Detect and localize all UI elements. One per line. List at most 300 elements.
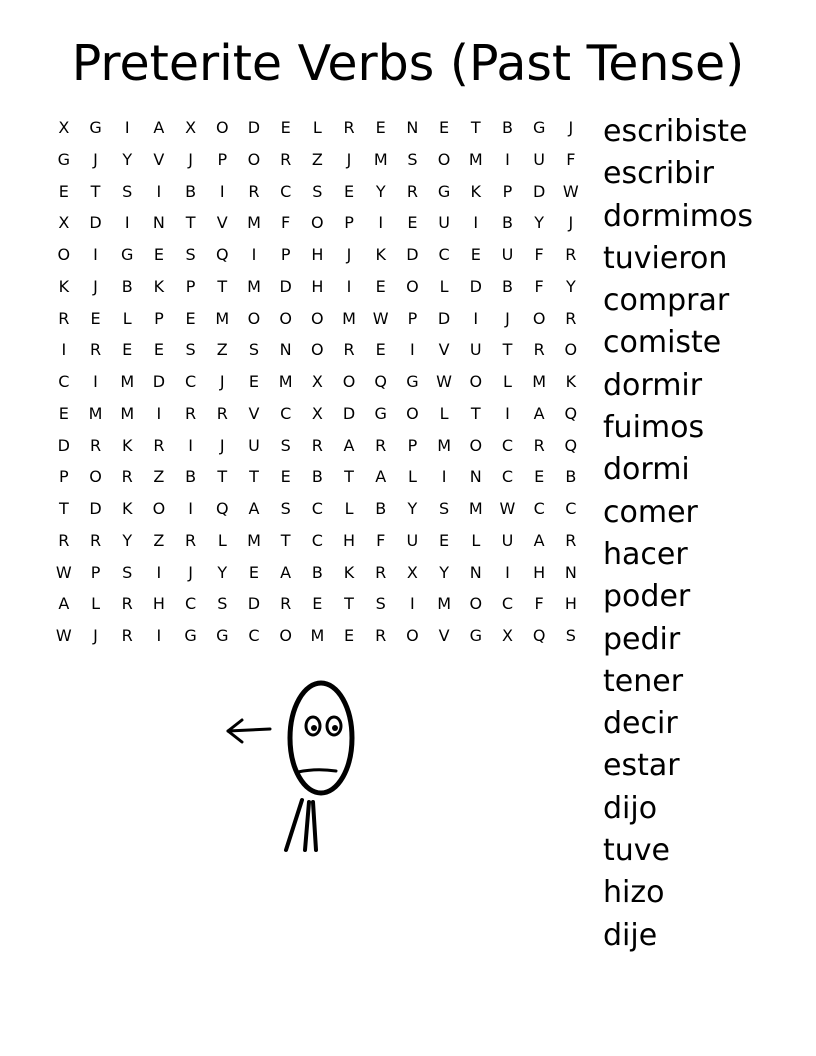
grid-row (48, 114, 588, 146)
grid-letter: F (534, 594, 544, 614)
word-list-item: pedir (603, 621, 681, 657)
grid-letter: M (278, 372, 293, 391)
grid-letter: E (375, 118, 386, 137)
grid-row (48, 527, 588, 559)
grid-letter: I (378, 213, 384, 233)
grid-letter: D (57, 435, 70, 455)
grid-letter: O (469, 594, 483, 614)
grid-letter: V (153, 149, 165, 169)
grid-letter: C (501, 435, 514, 455)
grid-letter: N (564, 562, 577, 582)
grid-letter: S (407, 149, 418, 169)
grid-letter: I (219, 181, 225, 201)
grid-letter: R (375, 562, 387, 582)
grid-letter: D (89, 213, 102, 233)
grid-letter: P (185, 276, 196, 296)
grid-letter: M (247, 213, 261, 233)
word-list-item: tuvieron (603, 240, 728, 276)
grid-letter: W (499, 499, 516, 518)
grid-letter: J (568, 213, 574, 233)
grid-letter: E (90, 308, 101, 328)
grid-letter: I (124, 213, 130, 233)
grid-letter: B (501, 118, 513, 137)
grid-letter: D (247, 118, 261, 137)
grid-letter: B (121, 276, 133, 296)
grid-letter: F (534, 245, 544, 264)
grid-letter: X (58, 213, 70, 233)
grid-letter: H (311, 245, 324, 264)
grid-row (48, 432, 588, 464)
grid-letter: O (89, 467, 102, 487)
grid-letter: I (251, 245, 257, 264)
grid-letter: R (153, 435, 165, 455)
grid-letter: R (343, 118, 355, 137)
grid-letter: E (58, 181, 69, 201)
grid-letter: I (156, 562, 162, 582)
grid-letter: T (249, 467, 259, 487)
grid-letter: Z (311, 149, 323, 169)
grid-letter: J (505, 308, 510, 328)
grid-letter: E (375, 276, 386, 296)
grid-letter: S (565, 626, 576, 645)
grid-letter: T (185, 213, 196, 233)
grid-letter: M (437, 594, 451, 614)
grid-letter: G (57, 149, 71, 169)
grid-row (48, 146, 588, 178)
grid-letter: G (216, 626, 229, 645)
grid-letter: R (565, 530, 577, 550)
grid-letter: F (281, 213, 291, 233)
grid-letter: W (372, 308, 389, 328)
grid-letter: V (438, 626, 450, 645)
grid-letter: C (311, 530, 323, 550)
grid-letter: Y (534, 213, 545, 233)
grid-letter: R (248, 181, 260, 201)
grid-letter: E (312, 594, 323, 614)
grid-letter: F (376, 530, 386, 550)
grid-letter: R (89, 340, 102, 360)
grid-letter: Q (564, 403, 578, 423)
grid-letter: O (311, 340, 324, 360)
grid-letter: Y (122, 149, 133, 169)
grid-letter: P (280, 245, 291, 264)
grid-letter: R (406, 181, 418, 201)
grid-letter: O (279, 626, 292, 645)
grid-letter: H (311, 276, 324, 296)
grid-letter: K (121, 499, 133, 518)
grid-letter: Y (439, 562, 449, 582)
grid-letter: K (58, 276, 70, 296)
grid-letter: E (343, 181, 355, 201)
grid-row (48, 368, 588, 400)
grid-letter: O (564, 340, 578, 360)
grid-letter: B (185, 181, 197, 201)
grid-letter: B (501, 213, 513, 233)
grid-letter: T (280, 530, 291, 550)
grid-letter: M (247, 276, 261, 296)
grid-letter: C (248, 626, 260, 645)
grid-letter: Q (564, 435, 578, 455)
grid-letter: R (280, 149, 292, 169)
grid-letter: M (120, 403, 135, 423)
grid-row (48, 209, 588, 241)
grid-letter: R (311, 435, 323, 455)
grid-letter: N (279, 340, 292, 360)
grid-row (48, 622, 588, 654)
grid-letter: I (505, 149, 510, 169)
grid-letter: Y (217, 562, 228, 582)
grid-letter: R (58, 308, 70, 328)
grid-letter: I (505, 403, 510, 423)
grid-letter: V (248, 403, 260, 423)
grid-letter: N (469, 467, 482, 487)
grid-letter: M (468, 499, 483, 518)
grid-letter: Y (375, 181, 386, 201)
grid-letter: K (153, 276, 165, 296)
grid-letter: I (441, 467, 447, 487)
grid-letter: O (406, 276, 419, 296)
grid-letter: R (375, 626, 387, 645)
grid-letter: O (247, 308, 261, 328)
grid-letter: R (121, 626, 133, 645)
grid-letter: A (375, 467, 387, 487)
grid-letter: C (533, 499, 545, 518)
grid-letter: J (93, 626, 98, 645)
grid-letter: J (93, 149, 98, 169)
grid-letter: T (217, 276, 228, 296)
word-list-item: estar (603, 748, 680, 784)
grid-letter: J (188, 149, 193, 169)
grid-letter: E (343, 626, 355, 645)
grid-letter: P (502, 181, 513, 201)
word-list-item: dormir (603, 367, 703, 403)
grid-letter: M (247, 530, 261, 550)
grid-letter: E (439, 118, 450, 137)
grid-letter: M (373, 149, 388, 169)
grid-letter: S (122, 562, 133, 582)
grid-letter: I (93, 372, 98, 391)
grid-letter: I (93, 245, 98, 264)
grid-letter: G (121, 245, 134, 264)
grid-letter: X (501, 626, 513, 645)
grid-letter: A (533, 530, 545, 550)
grid-letter: J (346, 149, 352, 169)
word-list-item: tuve (603, 833, 670, 869)
grid-letter: P (59, 467, 69, 487)
grid-letter: S (122, 181, 133, 201)
grid-letter: N (152, 213, 165, 233)
word-list-item: comiste (603, 325, 722, 361)
grid-letter: E (280, 467, 291, 487)
grid-row (48, 305, 588, 337)
word-list-item: poder (603, 579, 691, 615)
grid-letter: D (406, 245, 419, 264)
grid-letter: B (185, 467, 197, 487)
grid-letter: G (184, 626, 197, 645)
grid-letter: E (534, 467, 545, 487)
word-list-item: tener (603, 663, 684, 699)
grid-letter: R (185, 403, 197, 423)
grid-letter: M (437, 435, 451, 455)
grid-letter: A (153, 118, 165, 137)
grid-letter: O (406, 626, 419, 645)
grid-letter: H (343, 530, 356, 550)
word-list-item: escribir (603, 156, 714, 192)
grid-letter: R (565, 308, 577, 328)
grid-letter: S (185, 245, 196, 264)
grid-letter: L (312, 118, 322, 137)
grid-letter: I (188, 499, 193, 518)
grid-letter: Y (565, 276, 576, 296)
grid-row (48, 559, 588, 591)
grid-letter: K (470, 181, 482, 201)
grid-letter: C (501, 467, 514, 487)
grid-letter: G (469, 626, 482, 645)
grid-letter: I (156, 181, 162, 201)
grid-letter: L (91, 594, 100, 614)
grid-letter: J (568, 118, 574, 137)
grid-letter: T (344, 594, 354, 614)
grid-letter: O (532, 308, 546, 328)
grid-letter: B (311, 467, 323, 487)
grid-letter: O (469, 435, 483, 455)
grid-letter: E (122, 340, 133, 360)
grid-letter: F (534, 276, 544, 296)
grid-letter: T (344, 467, 354, 487)
grid-letter: T (90, 181, 101, 201)
grid-letter: D (152, 372, 166, 391)
grid-letter: X (311, 372, 323, 391)
grid-letter: J (219, 372, 225, 391)
grid-letter: D (247, 594, 261, 614)
grid-letter: Q (532, 626, 546, 645)
grid-letter: A (248, 499, 260, 518)
grid-letter: M (120, 372, 135, 391)
grid-letter: R (565, 245, 577, 264)
grid-letter: S (280, 499, 291, 518)
grid-letter: I (473, 308, 479, 328)
grid-letter: O (406, 403, 419, 423)
grid-letter: K (565, 372, 577, 391)
grid-letter: G (437, 181, 451, 201)
grid-letter: I (61, 340, 67, 360)
grid-letter: L (344, 499, 354, 518)
grid-letter: S (280, 435, 291, 455)
grid-letter: I (124, 118, 130, 137)
grid-letter: P (407, 435, 418, 455)
grid-letter: B (375, 499, 387, 518)
grid-letter: D (89, 499, 102, 518)
grid-letter: I (156, 626, 162, 645)
grid-letter: R (375, 435, 387, 455)
grid-letter: S (312, 181, 323, 201)
grid-row (48, 400, 588, 432)
grid-letter: M (310, 626, 325, 645)
grid-letter: T (58, 499, 69, 518)
word-list-item: dije (603, 917, 658, 953)
word-list-item: comprar (603, 283, 730, 319)
grid-letter: R (280, 594, 292, 614)
grid-letter: U (438, 213, 450, 233)
grid-letter: W (436, 372, 452, 391)
grid-letter: U (533, 149, 546, 169)
grid-letter: E (153, 340, 164, 360)
grid-letter: R (343, 340, 355, 360)
grid-letter: Q (215, 499, 229, 518)
grid-letter: I (505, 562, 510, 582)
grid-letter: O (437, 149, 451, 169)
grid-letter: C (438, 245, 450, 264)
figure-head (290, 683, 352, 793)
grid-letter: Z (216, 340, 228, 360)
word-list-item: fuimos (603, 410, 705, 446)
grid-letter: I (410, 594, 415, 614)
word-list-item: dormi (603, 452, 690, 488)
grid-letter: G (89, 118, 102, 137)
grid-letter: F (566, 149, 576, 169)
word-list-item: escribiste (603, 114, 748, 149)
grid-row (48, 495, 588, 527)
grid-letter: L (439, 403, 449, 423)
grid-letter: K (343, 562, 355, 582)
grid-letter: D (437, 308, 451, 328)
grid-letter: M (88, 403, 103, 423)
figure-body (286, 800, 316, 850)
grid-letter: O (469, 372, 483, 391)
grid-letter: P (217, 149, 228, 169)
grid-letter: E (248, 372, 260, 391)
grid-letter: U (248, 435, 260, 455)
grid-letter: C (565, 499, 577, 518)
grid-letter: R (121, 467, 133, 487)
word-search-grid (48, 114, 588, 654)
grid-letter: E (439, 530, 450, 550)
grid-letter: A (343, 435, 355, 455)
grid-letter: J (219, 435, 225, 455)
grid-letter: C (185, 594, 197, 614)
grid-letter: G (406, 372, 419, 391)
grid-letter: O (311, 213, 324, 233)
pointing-arrow-icon (228, 720, 270, 742)
grid-letter: C (280, 403, 292, 423)
grid-letter: I (410, 340, 415, 360)
grid-letter: R (89, 435, 102, 455)
grid-letter: D (469, 276, 482, 296)
grid-letter: X (311, 403, 323, 423)
word-list-item: dormimos (603, 198, 753, 234)
grid-letter: S (439, 499, 450, 518)
grid-letter: G (532, 118, 546, 137)
grid-letter: J (188, 562, 193, 582)
word-list-item: dijo (603, 790, 658, 826)
grid-letter: X (58, 118, 70, 137)
grid-letter: C (280, 181, 292, 201)
grid-letter: E (58, 403, 69, 423)
grid-letter: D (279, 276, 292, 296)
grid-letter: W (562, 181, 579, 201)
grid-letter: A (280, 562, 292, 582)
grid-letter: P (344, 213, 354, 233)
grid-letter: H (152, 594, 165, 614)
grid-letter: S (248, 340, 260, 360)
grid-letter: E (153, 245, 164, 264)
grid-row (48, 273, 588, 305)
grid-letter: L (217, 530, 227, 550)
grid-letter: L (471, 530, 481, 550)
grid-letter: S (217, 594, 228, 614)
grid-letter: V (438, 340, 450, 360)
grid-letter: R (533, 340, 545, 360)
grid-row (48, 178, 588, 210)
grid-letter: O (311, 308, 324, 328)
grid-letter: L (407, 467, 417, 487)
grid-letter: R (185, 530, 197, 550)
grid-letter: P (90, 562, 101, 582)
grid-letter: I (188, 435, 193, 455)
grid-letter: W (55, 626, 72, 645)
word-list-item: comer (603, 494, 698, 530)
grid-letter: O (342, 372, 356, 391)
grid-letter: R (121, 594, 133, 614)
grid-letter: O (152, 499, 166, 518)
grid-letter: A (58, 594, 70, 614)
grid-letter: C (311, 499, 323, 518)
grid-letter: P (407, 308, 418, 328)
grid-letter: I (156, 403, 162, 423)
grid-letter: R (533, 435, 545, 455)
grid-letter: D (342, 403, 356, 423)
grid-letter: I (473, 213, 479, 233)
grid-letter: M (532, 372, 547, 391)
grid-letter: Q (215, 245, 229, 264)
grid-letter: T (470, 118, 481, 137)
grid-letter: K (375, 245, 386, 264)
grid-row (48, 590, 588, 622)
grid-letter: H (533, 562, 546, 582)
grid-letter: M (468, 149, 483, 169)
grid-letter: R (216, 403, 228, 423)
grid-letter: U (501, 530, 514, 550)
grid-letter: Y (122, 530, 133, 550)
grid-letter: Z (153, 530, 165, 550)
grid-letter: L (439, 276, 449, 296)
grid-letter: Q (374, 372, 388, 391)
grid-letter: B (501, 276, 513, 296)
grid-letter: L (122, 308, 132, 328)
grid-letter: B (565, 467, 577, 487)
grid-letter: W (55, 562, 72, 582)
grid-letter: A (533, 403, 545, 423)
grid-letter: U (469, 340, 482, 360)
grid-letter: D (532, 181, 546, 201)
grid-letter: T (470, 403, 481, 423)
grid-row (48, 241, 588, 273)
grid-letter: P (154, 308, 164, 328)
grid-letter: O (279, 308, 292, 328)
grid-letter: C (185, 372, 197, 391)
grid-letter: S (185, 340, 196, 360)
grid-letter: M (215, 308, 230, 328)
grid-letter: O (247, 149, 261, 169)
grid-letter: C (58, 372, 70, 391)
stick-figure-illustration (220, 676, 370, 856)
grid-letter: E (407, 213, 418, 233)
grid-letter: N (469, 562, 482, 582)
word-list-item: hizo (603, 875, 665, 911)
grid-letter: O (57, 245, 71, 264)
grid-letter: E (375, 340, 386, 360)
grid-letter: E (470, 245, 481, 264)
